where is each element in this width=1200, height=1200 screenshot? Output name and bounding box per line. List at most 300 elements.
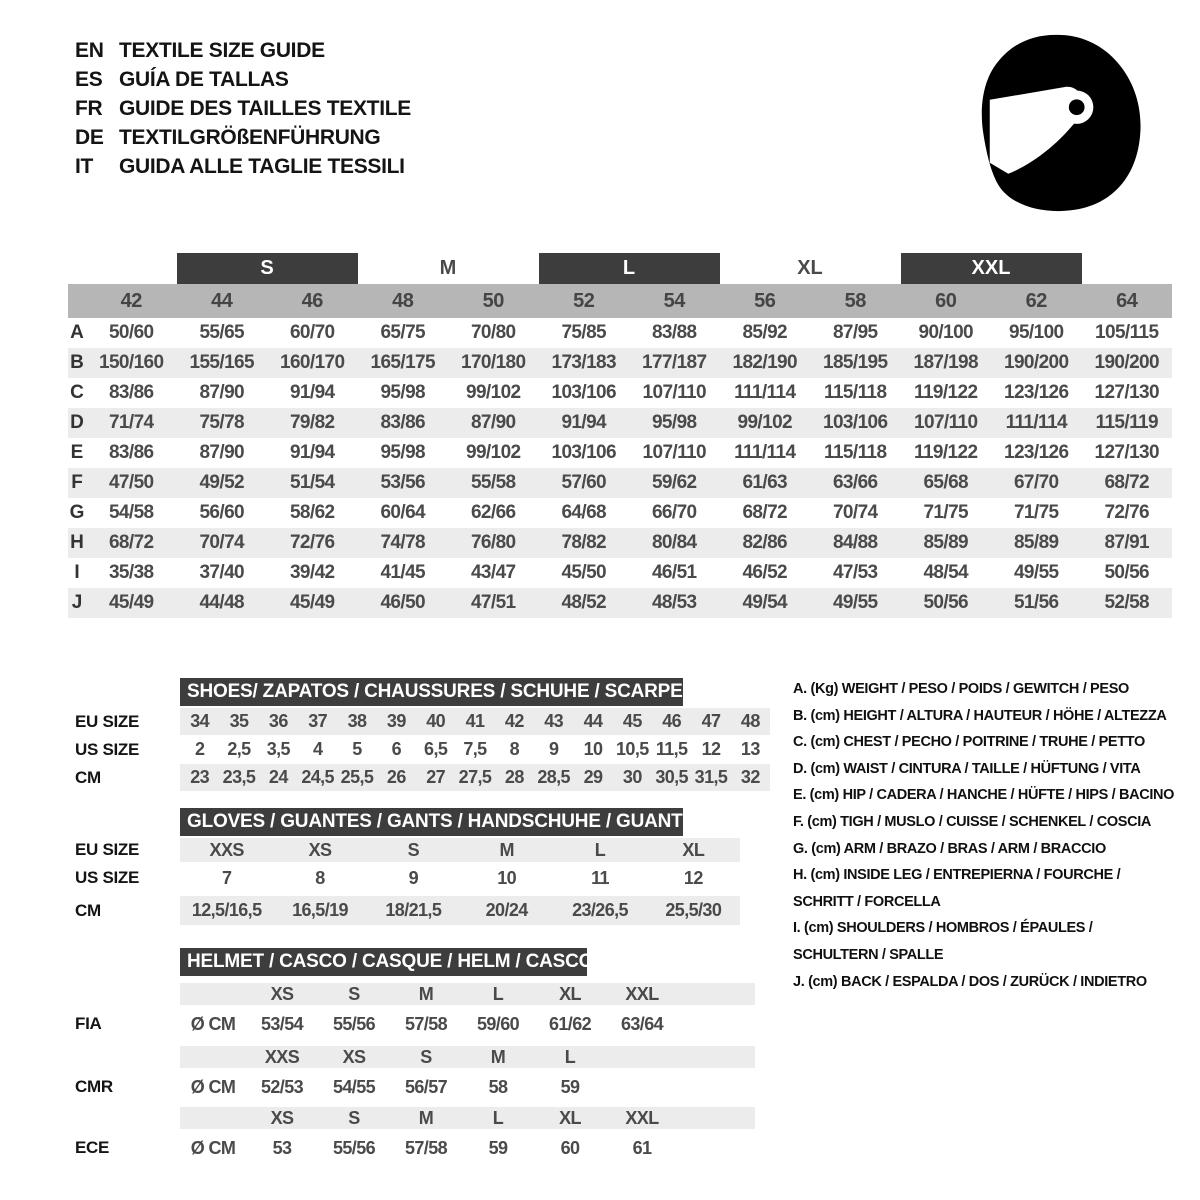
helmet-size: XXL xyxy=(625,983,659,1004)
shoe-us-size: 11,5 xyxy=(655,739,688,759)
glove-us-size: 9 xyxy=(408,867,419,888)
helmet-size: S xyxy=(420,1046,432,1067)
size-cell: 49/55 xyxy=(1013,562,1059,583)
column-header: 60 xyxy=(935,289,957,312)
shoe-cm-value: 23 xyxy=(190,767,210,787)
size-cell: 83/86 xyxy=(108,382,154,403)
diameter-label: Ø CM xyxy=(190,1137,236,1158)
language-row xyxy=(75,123,411,152)
helmet-value: 60 xyxy=(560,1137,580,1158)
size-cell: 150/160 xyxy=(99,352,164,373)
row-letter: C xyxy=(70,382,84,403)
helmet-value: 55/56 xyxy=(332,1013,376,1034)
size-band-row xyxy=(68,253,1172,284)
legend-line: E. (cm) HIP / CADERA / HANCHE / HÜFTE / HIPS / BACINO xyxy=(793,787,1175,804)
size-cell: 58/62 xyxy=(289,502,335,523)
size-cell: 115/118 xyxy=(824,382,887,403)
shoe-cm-value: 27,5 xyxy=(458,767,492,787)
size-cell: 49/52 xyxy=(199,472,245,493)
size-cell: 87/91 xyxy=(1104,532,1150,553)
glove-us-size: 8 xyxy=(315,867,325,888)
row-letter: F xyxy=(71,472,83,493)
size-cell: 54/58 xyxy=(108,502,154,523)
helmet-values-row xyxy=(180,1005,755,1043)
size-cell: 70/74 xyxy=(199,532,245,553)
size-cell: 87/90 xyxy=(470,412,516,433)
size-cell: 71/75 xyxy=(923,502,969,523)
corner-cell xyxy=(68,284,86,318)
size-cell: 165/175 xyxy=(370,352,435,373)
size-cell: 83/88 xyxy=(651,322,697,343)
helmet-value: 58 xyxy=(488,1076,508,1097)
size-cell: 119/122 xyxy=(914,442,978,463)
size-cell: 49/55 xyxy=(832,592,878,613)
shoe-us-size: 7,5 xyxy=(463,739,487,759)
size-cell: 123/126 xyxy=(1004,382,1069,403)
size-cell: 127/130 xyxy=(1094,442,1159,463)
size-cell: 78/82 xyxy=(561,532,607,553)
shoe-cm-value: 24 xyxy=(268,767,288,787)
size-cell: 185/195 xyxy=(823,352,888,373)
size-cell: 44/48 xyxy=(199,592,245,613)
shoe-us-size: 8 xyxy=(509,739,520,759)
size-cell: 51/56 xyxy=(1013,592,1059,613)
size-cell: 51/54 xyxy=(289,472,335,493)
shoe-cm-value: 32 xyxy=(740,767,760,787)
gloves-cm-row xyxy=(180,896,740,925)
helmet-sizes-row xyxy=(180,983,755,1005)
helmet-size: L xyxy=(492,983,504,1004)
size-cell: 50/56 xyxy=(923,592,969,613)
size-cell: 83/86 xyxy=(108,442,154,463)
size-cell: 48/52 xyxy=(561,592,607,613)
glove-cm-value: 12,5/16,5 xyxy=(191,900,262,920)
column-header: 58 xyxy=(844,289,866,312)
size-cell: 53/56 xyxy=(380,472,426,493)
helmet-size: S xyxy=(348,983,360,1004)
size-row xyxy=(68,588,1172,618)
helmet-value: 61 xyxy=(632,1137,652,1158)
size-cell: 190/200 xyxy=(1004,352,1069,373)
helmet-size: XXS xyxy=(264,1046,300,1067)
language-title: GUÍA DE TALLAS xyxy=(119,68,289,91)
shoe-cm-value: 28,5 xyxy=(537,767,570,787)
size-cell: 107/110 xyxy=(642,442,706,463)
row-letter: B xyxy=(70,352,84,373)
size-cell: 79/82 xyxy=(289,412,335,433)
size-cell: 46/51 xyxy=(651,562,697,583)
size-row xyxy=(68,558,1172,588)
size-cell: 35/38 xyxy=(108,562,154,583)
size-cell: 127/130 xyxy=(1094,382,1159,403)
size-cell: 68/72 xyxy=(108,532,154,553)
gloves-us-size-label: US SIZE xyxy=(75,868,140,887)
shoe-us-size: 6 xyxy=(391,739,402,759)
glove-us-size: 12 xyxy=(683,867,703,888)
size-band-xl: XL xyxy=(797,257,823,279)
size-cell: 115/118 xyxy=(824,442,887,463)
size-cell: 75/85 xyxy=(561,322,607,343)
shoe-eu-size: 47 xyxy=(701,711,721,731)
shoe-eu-size: 48 xyxy=(740,711,760,731)
size-cell: 85/89 xyxy=(1013,532,1059,553)
shoe-cm-value: 29 xyxy=(583,767,603,787)
size-row xyxy=(68,318,1172,348)
size-cell: 119/122 xyxy=(914,382,978,403)
glove-cm-value: 23/26,5 xyxy=(572,900,628,920)
helmet-standard-label: ECE xyxy=(75,1138,110,1157)
size-cell: 47/51 xyxy=(470,592,516,613)
size-cell: 95/98 xyxy=(380,382,426,403)
row-letter: J xyxy=(71,592,83,613)
size-cell: 182/190 xyxy=(732,352,797,373)
helmet-size: S xyxy=(348,1107,360,1128)
size-cell: 71/75 xyxy=(1013,502,1059,523)
helmet-size: L xyxy=(492,1107,504,1128)
size-cell: 87/90 xyxy=(199,382,245,403)
shoes-us-row xyxy=(180,735,770,764)
shoe-us-size: 13 xyxy=(740,739,760,759)
legend-line: SCHRITT / FORCELLA xyxy=(793,893,941,910)
language-code: EN xyxy=(75,39,104,62)
helmet-values-row xyxy=(180,1068,755,1106)
helmet-value: 57/58 xyxy=(404,1013,448,1034)
helmet-value: 56/57 xyxy=(404,1076,448,1097)
column-header: 46 xyxy=(301,289,323,312)
legend-line: G. (cm) ARM / BRAZO / BRAS / ARM / BRACCIO xyxy=(793,840,1106,857)
helmet-value: 59 xyxy=(488,1137,508,1158)
size-cell: 103/106 xyxy=(823,412,888,433)
helmet-standard-label: CMR xyxy=(75,1077,113,1096)
helmet-values-row xyxy=(180,1129,755,1167)
shoes-section-header: SHOES/ ZAPATOS / CHAUSSURES / SCHUHE / SCARPE xyxy=(180,678,683,706)
shoe-cm-value: 27 xyxy=(426,767,446,787)
size-band-l: L xyxy=(539,253,720,284)
size-cell: 72/76 xyxy=(1104,502,1150,523)
size-cell: 107/110 xyxy=(642,382,706,403)
size-cell: 62/66 xyxy=(470,502,516,523)
legend-line: J. (cm) BACK / ESPALDA / DOS / ZURÜCK / INDIETRO xyxy=(793,973,1147,990)
row-letter: A xyxy=(70,322,84,343)
size-band-xxl: XXL xyxy=(901,253,1082,284)
shoe-cm-value: 28 xyxy=(504,767,524,787)
gloves-section-header: GLOVES / GUANTES / GANTS / HANDSCHUHE / GUANTI xyxy=(180,808,683,836)
glove-eu-size: M xyxy=(499,839,514,860)
glove-cm-value: 18/21,5 xyxy=(385,900,442,920)
helmet-value: 63/64 xyxy=(620,1013,664,1034)
size-row xyxy=(68,528,1172,558)
column-header: 64 xyxy=(1116,289,1138,312)
column-header: 56 xyxy=(754,289,776,312)
size-cell: 65/68 xyxy=(923,472,969,493)
shoe-eu-size: 35 xyxy=(229,711,249,731)
legend-line: B. (cm) HEIGHT / ALTURA / HAUTEUR / HÖHE / ALTEZZA xyxy=(793,707,1167,724)
shoe-eu-size: 40 xyxy=(426,711,446,731)
size-cell: 115/119 xyxy=(1095,412,1158,433)
size-cell: 170/180 xyxy=(461,352,526,373)
shoes-eu-row xyxy=(180,708,770,735)
shoe-us-size: 10,5 xyxy=(616,739,649,759)
size-cell: 74/78 xyxy=(380,532,426,553)
size-cell: 87/95 xyxy=(832,322,878,343)
shoe-eu-size: 36 xyxy=(268,711,288,731)
size-cell: 72/76 xyxy=(289,532,335,553)
measurement-rows xyxy=(68,318,1172,618)
row-letter: G xyxy=(69,502,85,523)
size-cell: 95/100 xyxy=(1008,322,1064,343)
size-cell: 57/60 xyxy=(561,472,607,493)
shoe-us-size: 2 xyxy=(194,739,205,759)
size-cell: 43/47 xyxy=(470,562,516,583)
size-cell: 160/170 xyxy=(280,352,345,373)
shoe-eu-size: 38 xyxy=(347,711,367,731)
size-cell: 71/74 xyxy=(108,412,154,433)
size-cell: 60/70 xyxy=(289,322,335,343)
shoe-cm-value: 30 xyxy=(622,767,642,787)
size-cell: 55/58 xyxy=(470,472,516,493)
glove-cm-value: 20/24 xyxy=(485,900,528,920)
shoe-eu-size: 37 xyxy=(308,711,328,731)
size-cell: 39/42 xyxy=(289,562,335,583)
size-cell: 123/126 xyxy=(1004,442,1069,463)
language-title-list xyxy=(75,36,411,181)
shoe-eu-size: 46 xyxy=(662,711,682,731)
size-cell: 90/100 xyxy=(918,322,973,343)
size-cell: 68/72 xyxy=(742,502,788,523)
gloves-us-row xyxy=(180,862,740,894)
size-cell: 67/70 xyxy=(1013,472,1059,493)
shoe-cm-value: 30,5 xyxy=(655,767,688,787)
diameter-label: Ø CM xyxy=(190,1013,236,1034)
size-cell: 99/102 xyxy=(465,382,521,403)
racing-helmet-icon xyxy=(962,28,1147,216)
helmet-value: 53 xyxy=(272,1137,292,1158)
size-cell: 37/40 xyxy=(199,562,245,583)
size-row xyxy=(68,498,1172,528)
size-cell: 50/60 xyxy=(108,322,154,343)
size-cell: 56/60 xyxy=(199,502,245,523)
shoe-cm-value: 25,5 xyxy=(340,767,374,787)
size-cell: 103/106 xyxy=(551,382,616,403)
column-header: 52 xyxy=(573,289,595,312)
size-cell: 99/102 xyxy=(465,442,521,463)
helmet-size: M xyxy=(418,1107,434,1128)
size-cell: 91/94 xyxy=(289,442,335,463)
size-cell: 46/52 xyxy=(742,562,788,583)
textile-size-table xyxy=(68,253,1172,618)
size-cell: 64/68 xyxy=(561,502,607,523)
glove-us-size: 11 xyxy=(591,867,609,888)
size-cell: 103/106 xyxy=(551,442,616,463)
size-row xyxy=(68,348,1172,378)
size-cell: 70/74 xyxy=(832,502,878,523)
language-code: ES xyxy=(75,68,103,91)
language-title: TEXTILGRÖßENFÜHRUNG xyxy=(119,126,381,149)
shoes-us-size-label: US SIZE xyxy=(75,739,140,759)
row-letter: D xyxy=(70,412,84,433)
helmet-standard-label: FIA xyxy=(75,1014,102,1033)
shoe-us-size: 6,5 xyxy=(424,739,448,759)
helmet-size: M xyxy=(490,1046,506,1067)
glove-eu-size: S xyxy=(407,839,420,860)
size-cell: 95/98 xyxy=(380,442,426,463)
size-cell: 82/86 xyxy=(742,532,788,553)
size-cell: 65/75 xyxy=(380,322,426,343)
legend-line: A. (Kg) WEIGHT / PESO / POIDS / GEWITCH / PESO xyxy=(793,681,1129,697)
size-cell: 85/92 xyxy=(742,322,788,343)
size-cell: 107/110 xyxy=(914,412,978,433)
size-cell: 66/70 xyxy=(651,502,697,523)
shoe-eu-size: 41 xyxy=(465,711,485,731)
legend-line: F. (cm) TIGH / MUSLO / CUISSE / SCHENKEL / COSCIA xyxy=(793,813,1152,830)
helmet-value: 54/55 xyxy=(332,1076,376,1097)
size-row xyxy=(68,438,1172,468)
size-cell: 80/84 xyxy=(651,532,697,553)
size-cell: 76/80 xyxy=(470,532,516,553)
helmet-value: 57/58 xyxy=(404,1137,448,1158)
glove-us-size: 7 xyxy=(221,867,232,888)
shoe-eu-size: 39 xyxy=(386,711,406,731)
numeric-size-header-row xyxy=(68,284,1172,318)
shoes-eu-size-label: EU SIZE xyxy=(75,711,140,731)
helmet-size: XXL xyxy=(625,1107,659,1128)
row-letter: E xyxy=(70,442,84,463)
gloves-cm-label: CM xyxy=(75,900,101,920)
size-cell: 45/50 xyxy=(561,562,607,583)
shoe-us-size: 12 xyxy=(701,739,721,759)
size-cell: 111/114 xyxy=(1005,412,1067,433)
shoe-cm-value: 26 xyxy=(386,767,406,787)
helmet-value: 52/53 xyxy=(260,1076,304,1097)
size-cell: 111/114 xyxy=(734,442,796,463)
glove-eu-size: XL xyxy=(682,839,705,860)
glove-cm-value: 25,5/30 xyxy=(665,900,722,920)
size-cell: 46/50 xyxy=(380,592,426,613)
size-cell: 70/80 xyxy=(470,322,516,343)
shoe-eu-size: 34 xyxy=(190,711,210,731)
helmet-value: 61/62 xyxy=(548,1013,592,1034)
size-cell: 155/165 xyxy=(189,352,254,373)
size-cell: 48/54 xyxy=(923,562,969,583)
size-cell: 111/114 xyxy=(734,382,796,403)
language-code: IT xyxy=(75,155,94,178)
glove-us-size: 10 xyxy=(497,867,517,888)
shoe-us-size: 9 xyxy=(548,739,559,759)
helmet-size: L xyxy=(564,1046,576,1067)
glove-eu-size: XS xyxy=(308,839,332,860)
size-cell: 45/49 xyxy=(289,592,335,613)
size-cell: 95/98 xyxy=(651,412,697,433)
shoe-eu-size: 45 xyxy=(622,711,642,731)
shoes-cm-row xyxy=(180,764,770,791)
size-cell: 87/90 xyxy=(199,442,245,463)
glove-cm-value: 16,5/19 xyxy=(292,900,348,920)
size-cell: 177/187 xyxy=(642,352,707,373)
size-cell: 85/89 xyxy=(923,532,969,553)
size-cell: 45/49 xyxy=(108,592,154,613)
language-row xyxy=(75,65,411,94)
size-cell: 105/115 xyxy=(1095,322,1159,343)
size-cell: 47/53 xyxy=(832,562,878,583)
size-cell: 49/54 xyxy=(742,592,788,613)
measurement-legend xyxy=(793,676,1175,995)
shoe-us-size: 3,5 xyxy=(266,739,290,759)
size-cell: 187/198 xyxy=(913,352,978,373)
helmet-size: XL xyxy=(559,983,581,1004)
legend-line: SCHULTERN / SPALLE xyxy=(793,946,944,963)
column-header: 44 xyxy=(211,289,233,312)
language-row xyxy=(75,94,411,123)
shoe-eu-size: 43 xyxy=(544,711,564,731)
language-title: GUIDA ALLE TAGLIE TESSILI xyxy=(119,155,405,178)
size-cell: 84/88 xyxy=(832,532,878,553)
helmet-size: XS xyxy=(270,1107,294,1128)
column-header: 42 xyxy=(120,289,142,312)
size-row xyxy=(68,468,1172,498)
shoe-us-size: 2,5 xyxy=(227,739,251,759)
size-cell: 59/62 xyxy=(651,472,697,493)
size-row xyxy=(68,408,1172,438)
size-cell: 91/94 xyxy=(561,412,607,433)
size-cell: 75/78 xyxy=(199,412,245,433)
helmet-sizes-row xyxy=(180,1046,755,1068)
helmet-section-header: HELMET / CASCO / CASQUE / HELM / CASCO xyxy=(180,948,587,976)
size-cell: 41/45 xyxy=(380,562,426,583)
size-cell: 173/183 xyxy=(551,352,616,373)
shoe-cm-value: 24,5 xyxy=(301,767,334,787)
language-row xyxy=(75,152,411,181)
size-cell: 91/94 xyxy=(289,382,335,403)
size-cell: 48/53 xyxy=(651,592,697,613)
legend-line: I. (cm) SHOULDERS / HOMBROS / ÉPAULES / xyxy=(793,920,1093,937)
shoe-cm-value: 31,5 xyxy=(694,767,728,787)
helmet-size: M xyxy=(418,983,434,1004)
glove-eu-size: XXS xyxy=(209,839,244,860)
helmet-value: 59/60 xyxy=(476,1013,520,1034)
size-cell: 190/200 xyxy=(1094,352,1159,373)
size-cell: 55/65 xyxy=(199,322,245,343)
size-cell: 83/86 xyxy=(380,412,426,433)
column-header: 54 xyxy=(663,289,685,312)
size-cell: 68/72 xyxy=(1104,472,1150,493)
language-title: TEXTILE SIZE GUIDE xyxy=(119,39,325,62)
shoe-us-size: 10 xyxy=(583,739,603,759)
helmet-value: 59 xyxy=(560,1076,580,1097)
shoe-eu-size: 42 xyxy=(504,711,524,731)
size-cell: 99/102 xyxy=(737,412,792,433)
row-letter: I xyxy=(74,562,80,583)
column-header: 48 xyxy=(392,289,414,312)
shoe-us-size: 4 xyxy=(312,739,323,759)
language-row xyxy=(75,36,411,65)
shoe-eu-size: 44 xyxy=(583,711,603,731)
diameter-label: Ø CM xyxy=(190,1076,236,1097)
helmet-size: XS xyxy=(270,983,294,1004)
shoes-cm-label: CM xyxy=(75,767,101,787)
column-header: 62 xyxy=(1025,289,1047,312)
helmet-value: 55/56 xyxy=(332,1137,376,1158)
helmet-size: XS xyxy=(342,1046,366,1067)
language-code: FR xyxy=(75,97,103,120)
size-cell: 47/50 xyxy=(108,472,154,493)
gloves-eu-size-label: EU SIZE xyxy=(75,840,140,859)
glove-eu-size: L xyxy=(594,839,606,860)
shoe-us-size: 5 xyxy=(352,739,362,759)
size-cell: 61/63 xyxy=(742,472,788,493)
shoe-cm-value: 23,5 xyxy=(222,767,256,787)
gloves-eu-row xyxy=(180,838,740,862)
helmet-size: XL xyxy=(559,1107,581,1128)
